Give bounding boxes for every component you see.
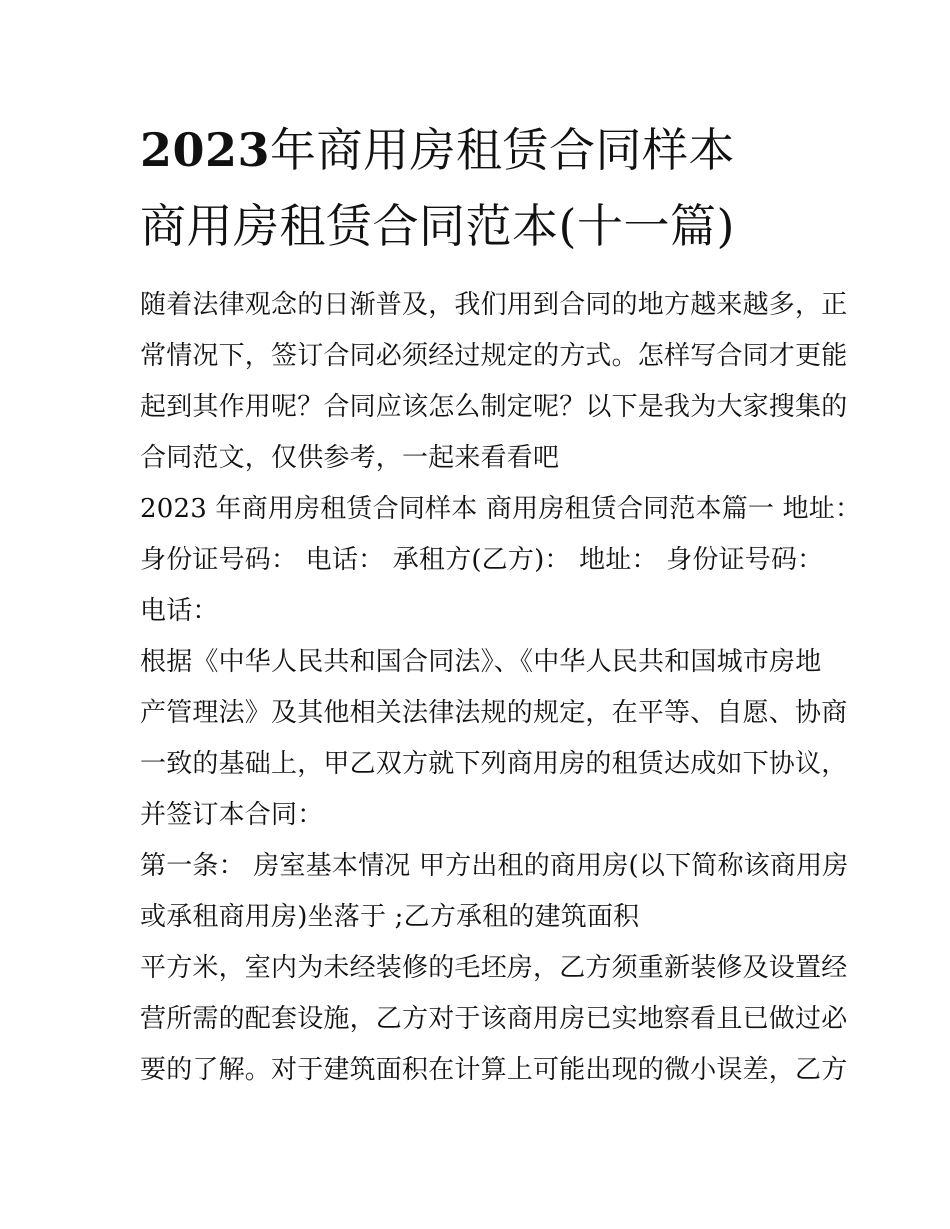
title-text: 年商用房租赁合同样本	[270, 123, 736, 177]
text-line: 第一条： 房室基本情况 甲方出租的商用房(以下简称该商用房	[140, 851, 849, 881]
paragraph-area	[140, 943, 848, 1096]
paragraph-article-one	[140, 841, 849, 943]
title-year: 2023	[140, 123, 271, 177]
text-line: 产管理法》及其他相关法律法规的规定，在平等、自愿、协商	[140, 698, 848, 728]
document-body	[140, 280, 862, 1096]
text-line: 电话：	[140, 596, 219, 626]
text-line: 或承租商用房)坐落于 ;乙方承租的建筑面积	[140, 902, 640, 932]
text-line: 常情况下，签订合同必须经过规定的方式。怎样写合同才更能	[140, 341, 848, 371]
text-line: 2023 年商用房租赁合同样本 商用房租赁合同范本篇一 地址：	[140, 494, 862, 524]
text-line: 并签订本合同：	[140, 800, 324, 830]
paragraph-parties	[140, 484, 862, 637]
text-line: 身份证号码： 电话： 承租方(乙方)： 地址： 身份证号码：	[140, 545, 824, 575]
text-line: 要的了解。对于建筑面积在计算上可能出现的微小误差，乙方	[140, 1055, 848, 1085]
paragraph-intro	[140, 280, 848, 484]
text-line: 随着法律观念的日渐普及，我们用到合同的地方越来越多，正	[140, 290, 848, 320]
document-page	[140, 112, 862, 1096]
document-subtitle: 商用房租赁合同范本(十一篇)	[140, 199, 735, 253]
text-line: 合同范文，仅供参考，一起来看看吧	[140, 443, 560, 473]
text-line: 一致的基础上，甲乙双方就下列商用房的租赁达成如下协议，	[140, 749, 848, 779]
text-line: 根据《中华人民共和国合同法》、《中华人民共和国城市房地	[140, 647, 822, 677]
paragraph-legal-basis	[140, 637, 848, 841]
text-line: 平方米，室内为未经装修的毛坯房，乙方须重新装修及设置经	[140, 953, 848, 983]
text-line: 营所需的配套设施，乙方对于该商用房已实地察看且已做过必	[140, 1004, 848, 1034]
text-line: 起到其作用呢？合同应该怎么制定呢？以下是我为大家搜集的	[140, 392, 848, 422]
document-title	[140, 112, 820, 264]
